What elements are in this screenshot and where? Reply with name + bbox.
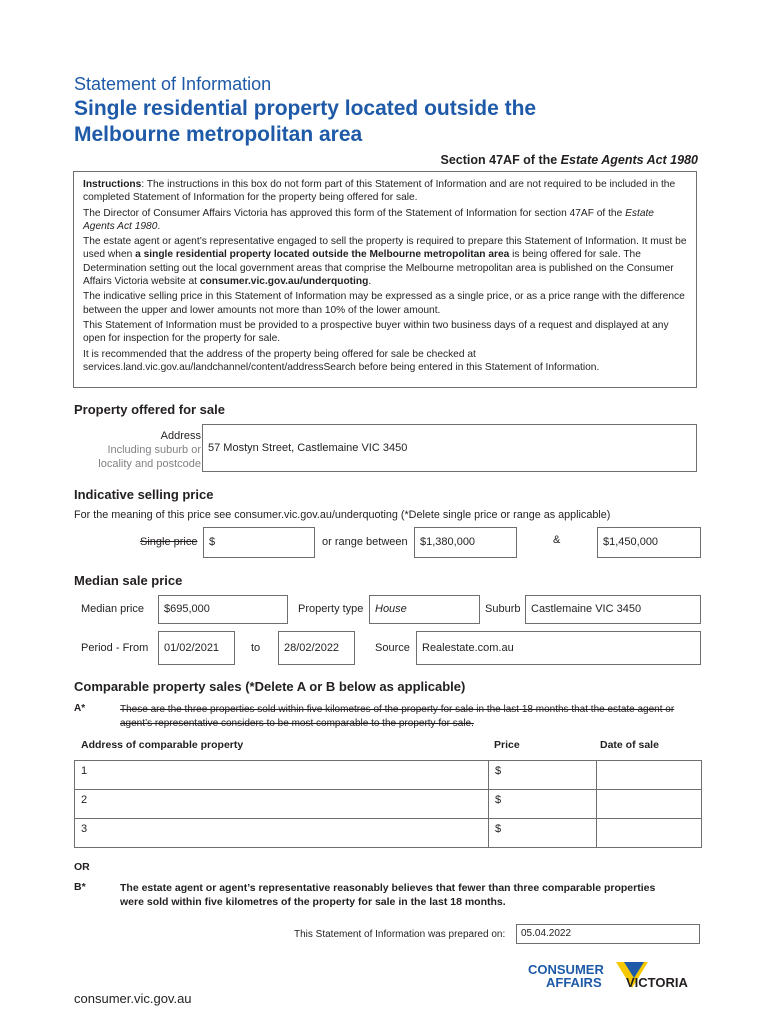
- property-heading: Property offered for sale: [74, 402, 225, 417]
- address-label-line2: Including suburb or: [107, 444, 201, 456]
- comparable-heading: Comparable property sales (*Delete A or B below as applicable): [74, 679, 466, 694]
- form-subtitle: Statement of Information: [74, 74, 272, 94]
- range-high-field[interactable]: $1,450,000: [597, 527, 701, 558]
- col-date-header: Date of sale: [600, 739, 659, 751]
- range-label: or range between: [322, 536, 408, 548]
- comparable-table: [74, 760, 702, 848]
- comp-address-2[interactable]: [75, 790, 489, 819]
- table-row: [75, 790, 702, 819]
- logo-text-line1: CONSUMER: [528, 962, 604, 977]
- instructions-p5: This Statement of Information must be provided to a prospective buyer within two business days of a request and displayed at any open for inspection for the property for sale.: [83, 319, 669, 345]
- option-b-label: B*: [74, 881, 86, 893]
- comp-date-2[interactable]: [597, 790, 702, 819]
- footer-url[interactable]: consumer.vic.gov.au: [74, 991, 192, 1006]
- comp-date-1[interactable]: [597, 761, 702, 790]
- instructions-box: [73, 171, 697, 388]
- table-row: [75, 819, 702, 848]
- period-from-field[interactable]: 01/02/2021: [158, 631, 235, 665]
- source-field[interactable]: Realestate.com.au: [416, 631, 701, 665]
- section-reference: [441, 153, 698, 167]
- instructions-p3-a: The estate agent or agent’s representative engaged to sell the property is required to prepare this Statement of Information. It must be used when: [83, 236, 687, 261]
- source-label: Source: [375, 642, 410, 654]
- underquoting-link[interactable]: consumer.vic.gov.au/underquoting: [199, 276, 369, 288]
- suburb-field[interactable]: Castlemaine VIC 3450: [525, 595, 701, 624]
- address-label-line3: locality and postcode: [98, 458, 201, 470]
- comp-address-1[interactable]: [75, 761, 489, 790]
- instructions-p3-bold: a single residential property located outside the Melbourne metropolitan area: [135, 249, 510, 261]
- instructions-p2: [83, 207, 687, 234]
- or-label: OR: [74, 861, 90, 873]
- comp-price-1[interactable]: $: [489, 761, 597, 790]
- address-field[interactable]: 57 Mostyn Street, Castlemaine VIC 3450: [202, 424, 697, 472]
- logo-graphic: [528, 958, 703, 1008]
- instructions-p3-end: .: [368, 276, 372, 288]
- median-price-field[interactable]: $695,000: [158, 595, 288, 624]
- instructions-p2-text: The Director of Consumer Affairs Victoria has approved this form of the Statement of Information for section 47AF of the: [83, 207, 626, 219]
- col-address-header: Address of comparable property: [81, 739, 244, 751]
- instructions-p3: [83, 235, 687, 288]
- comp-price-2[interactable]: $: [489, 790, 597, 819]
- instructions-p2-end: .: [157, 220, 161, 232]
- instructions-p2-act: Estate Agents Act 1980: [83, 207, 654, 232]
- median-price-label: Median price: [81, 603, 144, 615]
- row-number: 2: [81, 794, 88, 806]
- row-number: 3: [81, 823, 88, 835]
- indicative-heading: Indicative selling price: [74, 487, 214, 502]
- period-to-field[interactable]: 28/02/2022: [278, 631, 355, 665]
- property-type-label: Property type: [298, 603, 364, 615]
- instructions-p3-b: is being offered for sale. The Determination setting out the local government areas that comprise the Melbourne metropolitan area is published on the Consumer Affairs Victoria website at: [83, 249, 674, 288]
- address-label-line1: Address: [160, 430, 201, 442]
- instructions-p6: It is recommended that the address of the property being offered for sale be checked at services.land.vic.gov.au/landchannel/content/addressSearch before being entered in this Statement of Information.: [83, 348, 600, 373]
- consumer-affairs-victoria-logo: [528, 958, 703, 1008]
- instructions-p1-text: : The instructions in this box do not form part of this Statement of Information and are not required to be included in the completed Statement of Information for the property being offered for sale.: [83, 179, 676, 204]
- row-number: 1: [81, 765, 88, 777]
- address-label: [80, 429, 201, 471]
- property-type-field[interactable]: House: [369, 595, 480, 624]
- option-a-label: A*: [74, 703, 86, 714]
- period-to-label: to: [251, 642, 261, 654]
- range-low-field[interactable]: $1,380,000: [414, 527, 517, 558]
- comp-price-3[interactable]: $: [489, 819, 597, 848]
- option-a-text: These are the three properties sold within five kilometres of the property for sale in the last 18 months that the estate agent or agent’s representative considers to be most comparable to the property for sale.: [120, 704, 675, 729]
- period-from-label: Period - From: [81, 642, 149, 654]
- prepared-on-label: This Statement of Information was prepared on:: [294, 929, 506, 940]
- range-ampersand: &: [553, 534, 561, 546]
- comp-date-3[interactable]: [597, 819, 702, 848]
- instructions-p4: The indicative selling price in this Statement of Information may be expressed as a single price, or as a price range with the difference between the upper and lower amounts not more than 10% of the lower amount.: [83, 291, 685, 316]
- single-price-field[interactable]: $: [203, 527, 315, 558]
- instructions-p1: [83, 178, 687, 205]
- section-prefix: Section 47AF of the: [440, 153, 561, 167]
- instructions-label: Instructions: [83, 179, 142, 190]
- option-b-text: The estate agent or agent’s representative reasonably believes that fewer than three comparable properties were sold within five kilometres of the property for sale in the last 18 months.: [120, 882, 656, 908]
- suburb-label: Suburb: [485, 603, 521, 615]
- median-heading: Median sale price: [74, 573, 183, 588]
- single-price-label: Single price: [140, 536, 198, 548]
- prepared-on-field[interactable]: 05.04.2022: [516, 924, 700, 944]
- form-title: Single residential property located outside the Melbourne metropolitan area: [74, 97, 537, 146]
- logo-text-line3: VICTORIA: [626, 975, 688, 990]
- section-act: Estate Agents Act 1980: [560, 153, 698, 167]
- col-price-header: Price: [494, 739, 520, 751]
- logo-text-line2: AFFAIRS: [546, 975, 602, 990]
- table-row: [75, 761, 702, 790]
- indicative-note: For the meaning of this price see consumer.vic.gov.au/underquoting (*Delete single price or range as applicable): [74, 509, 611, 521]
- comp-address-3[interactable]: [75, 819, 489, 848]
